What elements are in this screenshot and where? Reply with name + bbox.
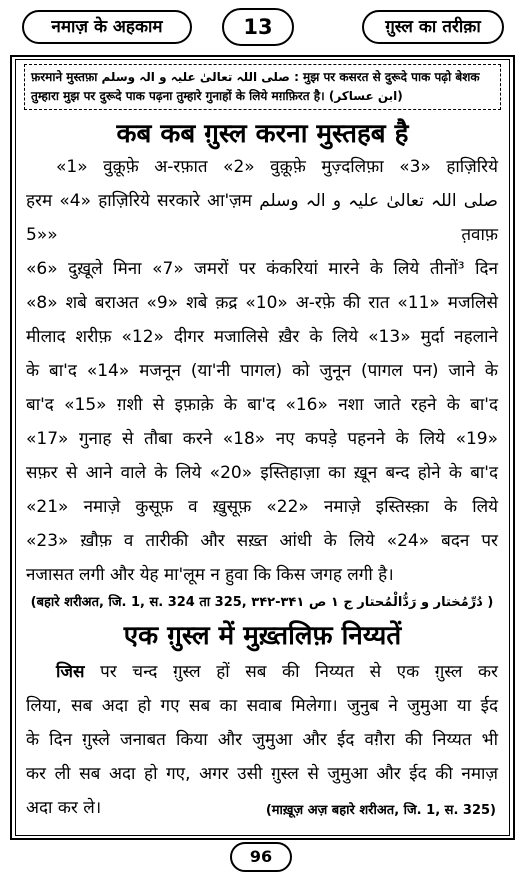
section2-line: पर चन्द ग़ुस्ल हों सब की निय्यत से एक ग़ुस्ल कर — [100, 662, 499, 682]
section1-line: बा'द «15» ग़शी से इफ़ाक़े के बा'द «16» नशा जाते रहने के बा'द — [26, 395, 498, 415]
header-left-title: नमाज़ के अहकाम — [22, 10, 192, 44]
section2-heading: एक ग़ुस्ल में मुख़्तलिफ़ निय्यतें — [123, 621, 402, 651]
section2-line: के दिन ग़ुस्ले जनाबत किया और जुमुआ और ईद वग़ैरा की निय्यत भी — [26, 730, 498, 750]
section1-line: के बा'द «14» मजनून (या'नी पागल) को जुनून (पागल पन) जाने के — [26, 361, 498, 381]
footer-page-number: 96 — [230, 842, 292, 872]
section2-first-line — [26, 655, 498, 689]
section1-line: «8» शबे बराअत «9» शबे क़द्र «10» अ-रफ़े की रात «11» मजलिसे — [26, 293, 498, 313]
section1-line: मीलाद शरीफ़ «12» दीगर मजालिसे ख़ैर के लिये «13» मुर्दा नहलाने — [26, 327, 498, 347]
section1-line: «21» नमाज़े कुसूफ़ व ख़ुसूफ़ «22» नमाज़े इस्तिस्क़ा के लिये — [26, 497, 498, 517]
section1-line: «23» ख़ौफ़ व तारीकी और सख़्त आंधी के लिये «24» बदन पर — [26, 531, 498, 551]
section2-lead-word: जिस — [56, 662, 85, 682]
section1-line: «6» दुख़ूले मिना «7» जमरों पर कंकरियां मारने के लिये तीनों³ दिन — [26, 259, 498, 279]
section1-paragraph — [26, 150, 498, 592]
section1-line: «17» गुनाह से तौबा करने «18» नए कपड़े पहनने के लिये «19» — [26, 429, 498, 449]
section1-line: सफ़र से आने वाले के लिये «20» इस्तिहाज़ा का ख़ून बन्द होने के बा'द — [26, 463, 498, 483]
section2-line: लिया, सब अदा हो गए सब का सवाब मिलेगा। जुनुब ने जुमुआ या ईद — [26, 696, 498, 716]
header-page-number: 13 — [222, 8, 294, 46]
section2-line: कर ली सब अदा हो गए, अगर उसी ग़ुस्ल से जुमुआ और ईद की नमाज़ — [26, 764, 498, 784]
section1-heading: कब कब ग़ुस्ल करना मुस्तहब है — [116, 119, 409, 149]
section1-reference: (बहारे शरीअत, जि. 1, स. 324 ता 325, دُرِّمُختار و رَدُّالْمُحتار ج ۱ ص ۳۴۱-۳۴۲ ) — [30, 595, 494, 610]
farman-box: फ़रमाने मुस्तफ़ा صلی اللہ تعالیٰ علیہ و الہ وسلم : मुझ पर कसरत से दुरूदे पाक पढ़ो बेशक तुम्हारा मुझ पर दुरूदे पाक पढ़ना तुम्हारे गुनाहों के लिये मग़फ़िरत है। (ابن عساکر) — [24, 64, 501, 110]
section1-line: «1» वुक़ूफ़े अ-रफ़ात «2» वुक़ूफ़े मुज़्दलिफ़ा «3» हाज़िरिये — [56, 157, 498, 177]
header-right-title: ग़ुस्ल का तरीक़ा — [362, 10, 504, 44]
section2-reference: (माख़ूज़ अज़ बहारे शरीअत, जि. 1, स. 325) — [265, 803, 496, 818]
section1-line: हरम «4» हाज़िरिये सरकारे आ'ज़म صلی اللہ تعالیٰ علیہ و الہ وسلم «5» त़वाफ़ — [26, 191, 498, 245]
section1-line: नजासत लगी और येह मा'लूम न हुवा कि किस जगह लगी है। — [26, 565, 394, 585]
section2-line: अदा कर ले। — [26, 798, 102, 818]
